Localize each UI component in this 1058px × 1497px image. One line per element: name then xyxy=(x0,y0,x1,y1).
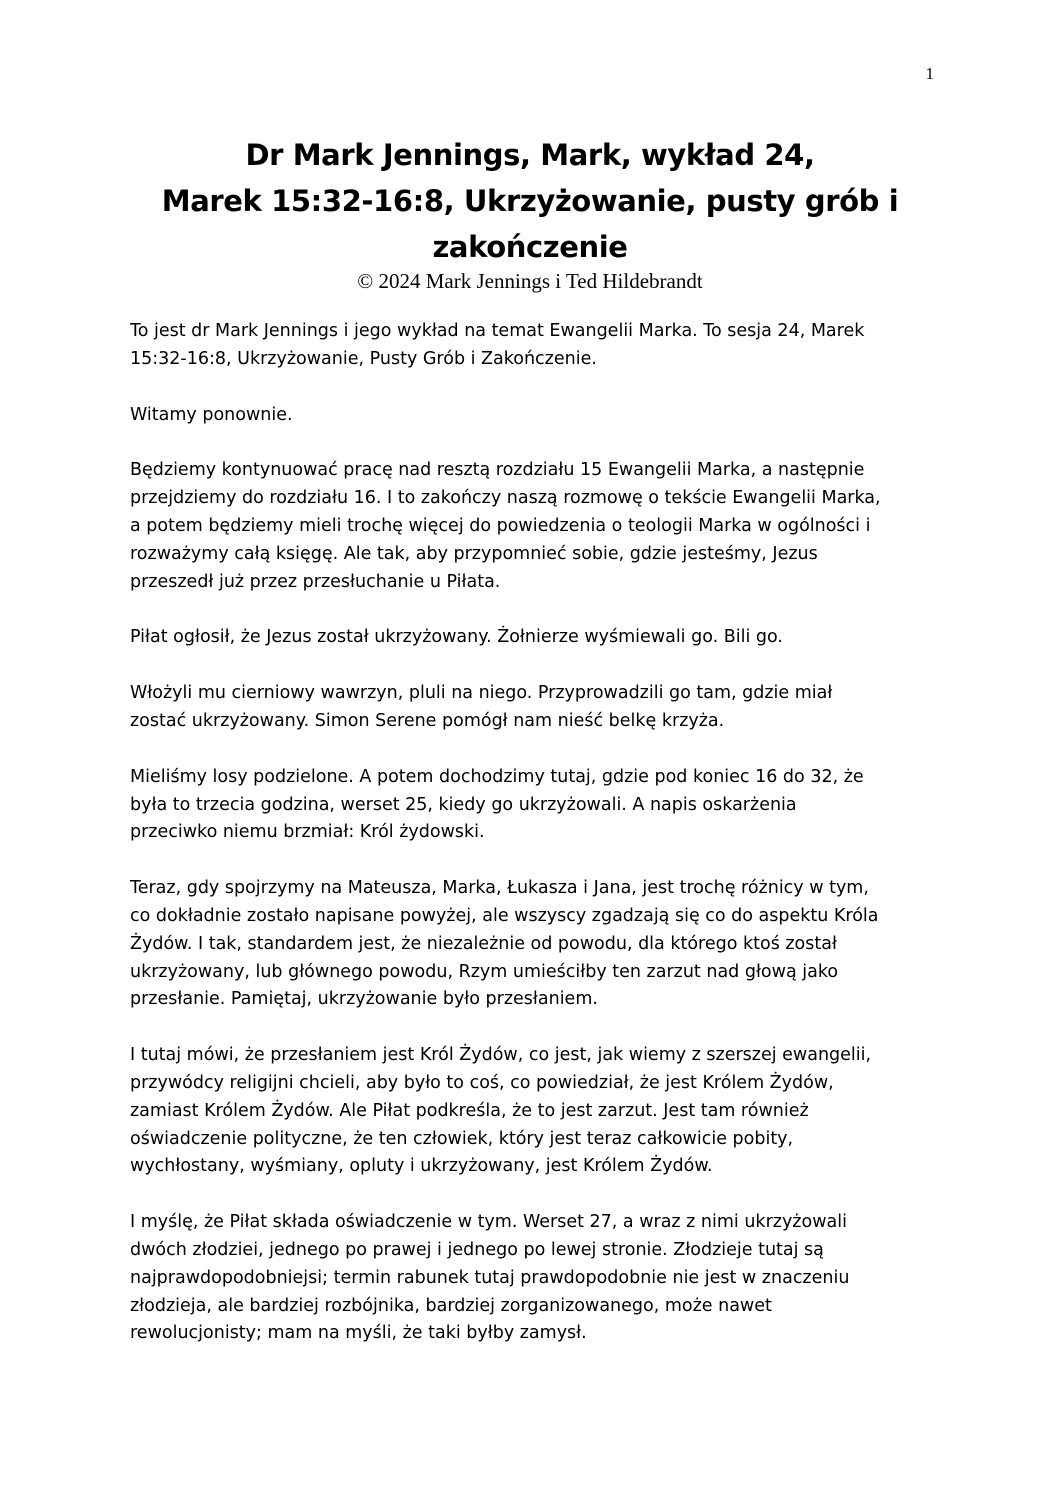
text-line: I myślę, że Piłat składa oświadczenie w tym. Werset 27, a wraz z nimi ukrzyżowali xyxy=(130,1212,847,1233)
document-title-line-2: Marek 15:32-16:8, Ukrzyżowanie, pusty grób i xyxy=(161,184,899,218)
text-line: Piłat ogłosił, że Jezus został ukrzyżowany. Żołnierze wyśmiewali go. Bili go. xyxy=(130,627,783,648)
copyright-notice: © 2024 Mark Jennings i Ted Hildebrandt xyxy=(357,269,703,293)
text-line: złodzieja, ale bardziej rozbójnika, bardziej zorganizowanego, może nawet xyxy=(130,1295,772,1316)
text-line: Teraz, gdy spojrzymy na Mateusza, Marka, Łukasza i Jana, jest trochę różnicy w tym, xyxy=(130,878,869,899)
paragraph xyxy=(130,624,940,652)
text-line: wychłostany, wyśmiany, opluty i ukrzyżowany, jest Królem Żydów. xyxy=(130,1156,713,1177)
text-line: oświadczenie polityczne, że ten człowiek, który jest teraz całkowicie pobity, xyxy=(130,1128,794,1149)
text-line: Włożyli mu cierniowy wawrzyn, pluli na niego. Przyprowadzili go tam, gdzie miał xyxy=(130,683,833,704)
text-line: zamiast Królem Żydów. Ale Piłat podkreśla, że to jest zarzut. Jest tam również xyxy=(130,1100,809,1121)
text-line: 15:32-16:8, Ukrzyżowanie, Pusty Grób i Zakończenie. xyxy=(130,348,597,369)
text-line: przejdziemy do rozdziału 16. I to zakończy naszą rozmowę o tekście Ewangelii Marka, xyxy=(130,488,881,509)
text-line: co dokładnie zostało napisane powyżej, ale wszyscy zgadzają się co do aspektu Króla xyxy=(130,905,879,926)
page-number: 1 xyxy=(925,64,934,83)
text-line: była to trzecia godzina, werset 25, kiedy go ukrzyżowali. A napis oskarżenia xyxy=(130,794,797,815)
document-title-line-3: zakończenie xyxy=(432,230,628,264)
document-title-line-1: Dr Mark Jennings, Mark, wykład 24, xyxy=(245,138,815,172)
text-line: ukrzyżowany, lub głównego powodu, Rzym umieściłby ten zarzut nad głową jako xyxy=(130,961,839,982)
text-line: Żydów. I tak, standardem jest, że niezależnie od powodu, dla którego ktoś został xyxy=(130,933,837,954)
text-line: przesłanie. Pamiętaj, ukrzyżowanie było przesłaniem. xyxy=(130,989,598,1010)
text-line: I tutaj mówi, że przesłaniem jest Król Żydów, co jest, jak wiemy z szerszej ewangelii, xyxy=(130,1045,872,1066)
text-line: zostać ukrzyżowany. Simon Serene pomógł nam nieść belkę krzyża. xyxy=(130,710,725,731)
text-line: Będziemy kontynuować pracę nad resztą rozdziału 15 Ewangelii Marka, a następnie xyxy=(130,460,865,481)
body-text xyxy=(130,318,940,1376)
text-line: przeciwko niemu brzmiał: Król żydowski. xyxy=(130,822,485,843)
text-line: przywódcy religijni chcieli, aby było to coś, co powiedział, że jest Królem Żydów, xyxy=(130,1072,834,1093)
title-block xyxy=(130,132,930,294)
paragraph xyxy=(130,1209,940,1348)
text-line: Witamy ponownie. xyxy=(130,404,293,425)
paragraph xyxy=(130,875,940,1014)
text-line: Mieliśmy losy podzielone. A potem dochodzimy tutaj, gdzie pod koniec 16 do 32, że xyxy=(130,766,864,787)
text-line: rozważymy całą księgę. Ale tak, aby przypomnieć sobie, gdzie jesteśmy, Jezus xyxy=(130,543,818,564)
paragraph-intro xyxy=(130,318,940,374)
paragraph xyxy=(130,680,940,736)
text-line: dwóch złodziei, jednego po prawej i jednego po lewej stronie. Złodzieje tutaj są xyxy=(130,1239,824,1260)
paragraph xyxy=(130,1042,940,1181)
paragraph xyxy=(130,457,940,596)
text-line: To jest dr Mark Jennings i jego wykład na temat Ewangelii Marka. To sesja 24, Marek xyxy=(130,321,865,341)
text-line: rewolucjonisty; mam na myśli, że taki byłby zamysł. xyxy=(130,1323,587,1344)
paragraph-welcome xyxy=(130,402,940,430)
text-line: przeszedł już przez przesłuchanie u Piłata. xyxy=(130,571,501,592)
paragraph xyxy=(130,764,940,847)
text-line: najprawdopodobniejsi; termin rabunek tutaj prawdopodobnie nie jest w znaczeniu xyxy=(130,1267,850,1288)
text-line: a potem będziemy mieli trochę więcej do powiedzenia o teologii Marka w ogólności i xyxy=(130,515,871,536)
